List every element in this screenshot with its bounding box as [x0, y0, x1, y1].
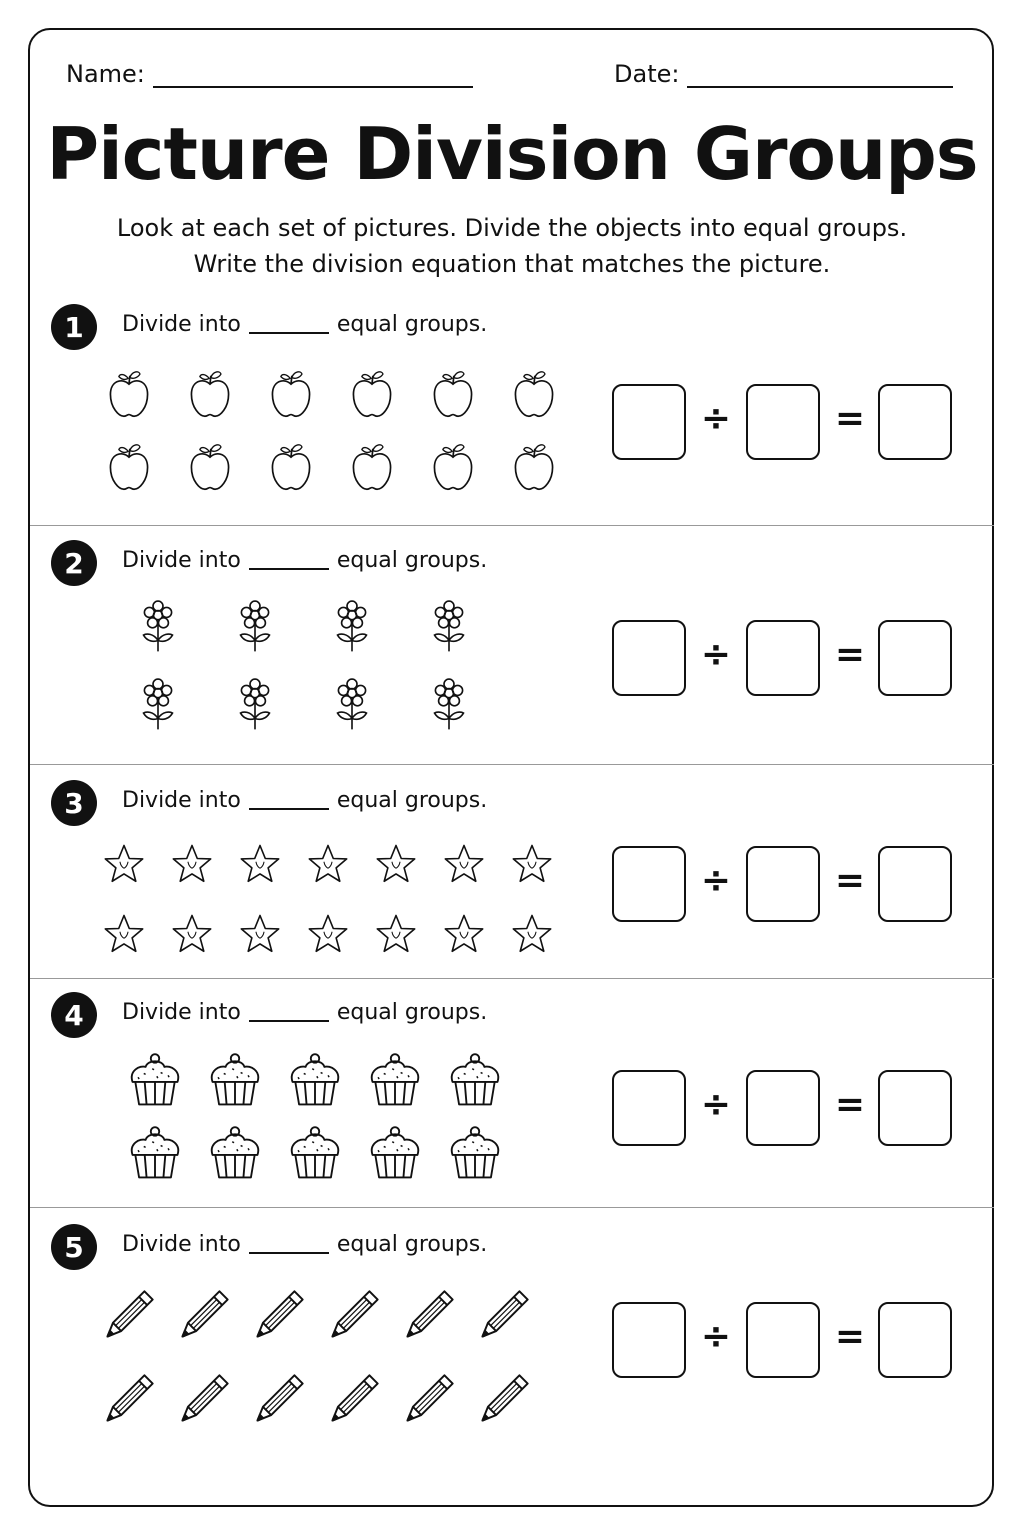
cupcake-icon: [125, 1050, 185, 1110]
pencil-icon: [172, 1369, 234, 1431]
star-icon: [166, 839, 218, 891]
cupcake-icon: [285, 1123, 345, 1183]
dividend-box[interactable]: [612, 846, 686, 922]
apple-icon: [102, 369, 156, 423]
problem-prompt: [122, 548, 487, 573]
flower-icon: [226, 675, 284, 733]
dividend-box[interactable]: [612, 1302, 686, 1378]
prompt-before: Divide into: [122, 1232, 241, 1257]
star-icon: [302, 839, 354, 891]
pencil-icon: [397, 1285, 459, 1347]
groups-blank[interactable]: [249, 1004, 329, 1022]
division-equation: [612, 846, 956, 926]
divide-sign: ÷: [700, 860, 732, 901]
problem-prompt: [122, 312, 487, 337]
cupcake-icon: [365, 1123, 425, 1183]
apple-icon: [264, 369, 318, 423]
date-field[interactable]: [614, 60, 953, 88]
star-icon: [370, 839, 422, 891]
divisor-box[interactable]: [746, 384, 820, 460]
apple-icon: [426, 369, 480, 423]
problem-prompt: [122, 1232, 487, 1257]
cupcake-icon: [125, 1123, 185, 1183]
pencil-icon: [322, 1369, 384, 1431]
divisor-box[interactable]: [746, 1070, 820, 1146]
section-divider: [30, 1207, 994, 1208]
name-label: Name:: [66, 60, 145, 88]
equals-sign: =: [834, 860, 866, 901]
groups-blank[interactable]: [249, 792, 329, 810]
apple-icon: [264, 442, 318, 496]
pencil-icon: [247, 1369, 309, 1431]
section-divider: [30, 978, 994, 979]
apple-icon: [507, 369, 561, 423]
problem-number-badge: 5: [51, 1224, 97, 1270]
dividend-box[interactable]: [612, 1070, 686, 1146]
divide-sign: ÷: [700, 398, 732, 439]
cupcake-icon: [445, 1050, 505, 1110]
star-icon: [98, 909, 150, 961]
page-title: Picture Division Groups: [46, 112, 978, 196]
problem-number-badge: 4: [51, 992, 97, 1038]
prompt-after: equal groups.: [336, 1232, 488, 1257]
section-divider: [30, 764, 994, 765]
prompt-after: equal groups.: [336, 788, 488, 813]
problem-prompt: [122, 1000, 487, 1025]
groups-blank[interactable]: [249, 552, 329, 570]
star-icon: [370, 909, 422, 961]
equals-sign: =: [834, 398, 866, 439]
flower-icon: [226, 597, 284, 655]
dividend-box[interactable]: [612, 620, 686, 696]
prompt-before: Divide into: [122, 548, 241, 573]
divisor-box[interactable]: [746, 846, 820, 922]
prompt-after: equal groups.: [336, 312, 488, 337]
prompt-after: equal groups.: [336, 1000, 488, 1025]
flower-icon: [323, 597, 381, 655]
instruction-line-1: Look at each set of pictures. Divide the objects into equal groups.: [116, 214, 908, 242]
division-equation: [612, 1302, 956, 1382]
problem-prompt: [122, 788, 487, 813]
star-icon: [506, 839, 558, 891]
divide-sign: ÷: [700, 634, 732, 675]
apple-icon: [507, 442, 561, 496]
problem-number-badge: 2: [51, 540, 97, 586]
quotient-box[interactable]: [878, 846, 952, 922]
quotient-box[interactable]: [878, 384, 952, 460]
division-equation: [612, 620, 956, 700]
name-line[interactable]: [153, 64, 473, 88]
cupcake-icon: [205, 1050, 265, 1110]
star-icon: [506, 909, 558, 961]
pencil-icon: [97, 1369, 159, 1431]
pencil-icon: [397, 1369, 459, 1431]
pencil-icon: [322, 1285, 384, 1347]
division-equation: [612, 1070, 956, 1150]
divide-sign: ÷: [700, 1316, 732, 1357]
problem-number-badge: 3: [51, 780, 97, 826]
prompt-before: Divide into: [122, 1000, 241, 1025]
groups-blank[interactable]: [249, 316, 329, 334]
apple-icon: [426, 442, 480, 496]
instruction-line-2: Write the division equation that matches the picture.: [193, 250, 831, 278]
prompt-after: equal groups.: [336, 548, 488, 573]
pencil-icon: [97, 1285, 159, 1347]
apple-icon: [345, 442, 399, 496]
cupcake-icon: [285, 1050, 345, 1110]
cupcake-icon: [205, 1123, 265, 1183]
flower-icon: [129, 675, 187, 733]
apple-icon: [183, 369, 237, 423]
star-icon: [234, 909, 286, 961]
equals-sign: =: [834, 634, 866, 675]
groups-blank[interactable]: [249, 1236, 329, 1254]
flower-icon: [323, 675, 381, 733]
date-line[interactable]: [687, 64, 953, 88]
flower-icon: [129, 597, 187, 655]
quotient-box[interactable]: [878, 1070, 952, 1146]
equals-sign: =: [834, 1084, 866, 1125]
divisor-box[interactable]: [746, 1302, 820, 1378]
dividend-box[interactable]: [612, 384, 686, 460]
flower-icon: [420, 675, 478, 733]
pencil-icon: [172, 1285, 234, 1347]
apple-icon: [102, 442, 156, 496]
star-icon: [98, 839, 150, 891]
star-icon: [166, 909, 218, 961]
apple-icon: [183, 442, 237, 496]
section-divider: [30, 525, 994, 526]
equals-sign: =: [834, 1316, 866, 1357]
star-icon: [234, 839, 286, 891]
star-icon: [438, 839, 490, 891]
division-equation: [612, 384, 956, 464]
star-icon: [302, 909, 354, 961]
pencil-icon: [472, 1285, 534, 1347]
divisor-box[interactable]: [746, 620, 820, 696]
prompt-before: Divide into: [122, 788, 241, 813]
cupcake-icon: [445, 1123, 505, 1183]
date-label: Date:: [614, 60, 680, 88]
apple-icon: [345, 369, 399, 423]
cupcake-icon: [365, 1050, 425, 1110]
prompt-before: Divide into: [122, 312, 241, 337]
star-icon: [438, 909, 490, 961]
quotient-box[interactable]: [878, 620, 952, 696]
flower-icon: [420, 597, 478, 655]
pencil-icon: [472, 1369, 534, 1431]
quotient-box[interactable]: [878, 1302, 952, 1378]
name-field[interactable]: [66, 60, 473, 88]
problem-number-badge: 1: [51, 304, 97, 350]
pencil-icon: [247, 1285, 309, 1347]
divide-sign: ÷: [700, 1084, 732, 1125]
